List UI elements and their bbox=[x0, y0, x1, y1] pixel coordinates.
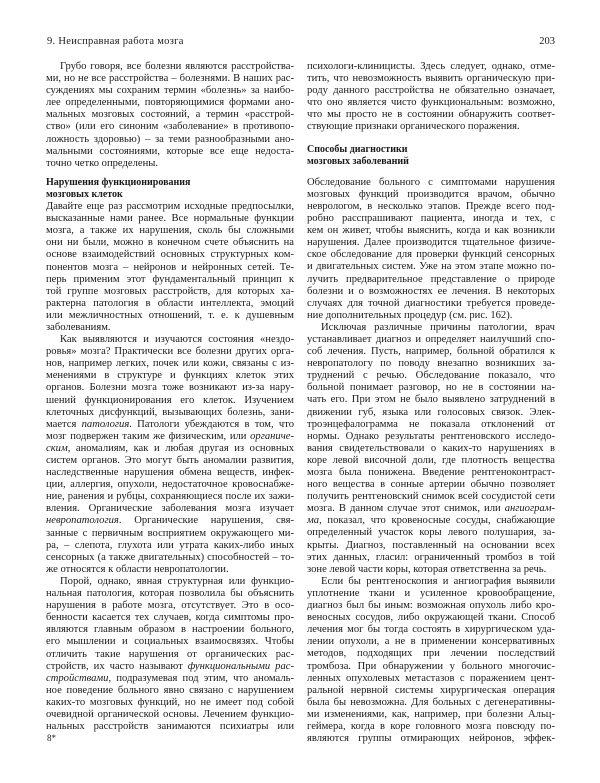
text-line: ми изменениями, как, например, при болезни Альц- bbox=[307, 708, 555, 720]
text-line: наследственные нарушения обмена веществ, инфек- bbox=[46, 467, 294, 479]
paragraph bbox=[46, 576, 294, 733]
text-line: вания свидетельствовали о каких-то нарушениях в bbox=[307, 442, 555, 454]
text-line: ровья» мозга? Практически все болезни других орга- bbox=[46, 346, 294, 358]
text-line: Исключая различные причины патологии, врач bbox=[321, 321, 555, 333]
text-line: очевидной органической основы. Лечением функцио- bbox=[46, 708, 294, 720]
text-line: движении губ, языка или голосовых связок. Элек- bbox=[307, 406, 555, 418]
text-line: уплотнение ткани и усиленное кровообращение, bbox=[307, 587, 555, 599]
paragraph bbox=[307, 61, 555, 134]
text-line: ции, аллергия, опухоли, недостаточное кровоснабже- bbox=[46, 479, 294, 491]
text-line: мальными состояниями, которые все еще недоста- bbox=[46, 145, 294, 157]
text-line: психологи-клиницисты. Здесь следует, однако, отме- bbox=[307, 61, 555, 72]
text-line: лучить предварительное представление о природе bbox=[307, 273, 555, 285]
text-line: больной понимает разговор, но не в состоянии на- bbox=[307, 382, 555, 394]
text-line: тить, что невозможность выявить органическую при- bbox=[307, 73, 555, 85]
text-line: невропатология. Органические нарушения, свя- bbox=[46, 515, 294, 527]
text-line: бенности касается тех случаев, когда симптомы про- bbox=[46, 612, 294, 624]
text-line: ние, ранения и рубцы, сохраняющиеся после их зажи- bbox=[46, 491, 294, 503]
text-line: что оно является чисто функциональным: возможно, bbox=[307, 97, 555, 109]
text-line: чать его. При этом не было выявлено затруднений в bbox=[307, 394, 555, 406]
italic-term: ма bbox=[307, 515, 320, 527]
section-heading bbox=[46, 177, 294, 202]
text-line: тромбоза. При обнаружении у больного многочис- bbox=[307, 660, 555, 672]
text-line: случаях для точной диагностики требуется проведе- bbox=[307, 297, 555, 309]
paragraph bbox=[307, 177, 555, 322]
text-line: Как выявляются и изучаются состояния «нездо- bbox=[60, 334, 294, 346]
text-line: отличить такие нарушения от органических рас- bbox=[46, 648, 294, 660]
paragraph bbox=[46, 61, 294, 170]
text-line: ми, но не все расстройства – болезнями. В наших рас- bbox=[46, 73, 294, 85]
text-line: являются главным образом в настроении больного, bbox=[46, 624, 294, 636]
italic-term: функциональными рас- bbox=[187, 660, 294, 672]
text-line: Порой, однако, явная структурная или функцио- bbox=[60, 575, 294, 587]
text-line: лее определенными, повторяющимися формами ано- bbox=[46, 97, 294, 109]
text-line: же относятся к области невропатологии. bbox=[46, 563, 229, 575]
text-line: ма, показал, что кровеносные сосуды, снабжающие bbox=[307, 515, 555, 527]
text-line: ствующие признаки органического поражения. bbox=[307, 121, 520, 133]
text-line: ральной нервной системы хирургическая операция bbox=[307, 684, 555, 696]
text-line: перь применим этот фундаментальный принцип к bbox=[46, 273, 294, 285]
text-line: каких-то мозговых функций, но не имеет под собой bbox=[46, 696, 294, 708]
text-line: зоне левой части коры, которая ответственна за речь. bbox=[307, 563, 547, 575]
text-line: Если бы рентгеноскопия и ангиография выявили bbox=[321, 575, 555, 587]
text-line: лении опухоли, а не в применении консервативных bbox=[307, 636, 555, 648]
page-number: 203 bbox=[539, 36, 555, 47]
text-line: его мышлении и социальных взаимосвязях. Чтобы bbox=[46, 636, 294, 648]
italic-term: невропатология bbox=[46, 515, 119, 527]
text-line: была бы невозможна. Для больных с дегенеративны- bbox=[307, 696, 555, 708]
text-line: мозговых клеток bbox=[46, 189, 123, 201]
text-line: ское обследование для проверки функций сенсорных bbox=[307, 249, 555, 261]
text-line: мозга. В данном случае этот снимок, или ангиограм- bbox=[307, 503, 555, 515]
text-line: шений функционирования его клеток. Изучением bbox=[46, 394, 294, 406]
text-line: менениями в структуре и функциях клеток этих bbox=[46, 370, 294, 382]
text-line: диагноз был бы иным: возможная опухоль либо кро- bbox=[307, 600, 555, 612]
text-line: мальных мозговых состояний, а термин «расстрой- bbox=[46, 109, 294, 121]
text-line: клеточных дисфункций, вызывающих болезнь, зани- bbox=[46, 406, 294, 418]
text-line: невропатологу по поводу внезапно возникших за- bbox=[307, 358, 555, 370]
text-line: мозга была понижена. Введение рентгеноконтраст- bbox=[307, 467, 555, 478]
text-line: занные с первичным восприятием окружающего ми- bbox=[46, 527, 294, 539]
text-line: мается патология. Патологи убеждаются в том, что bbox=[46, 418, 294, 430]
text-line: соб лечения. Пусть, например, больной обратился к bbox=[307, 346, 555, 358]
text-line: суждениях мы сохраним термин «болезнь» за наибо- bbox=[46, 85, 294, 97]
text-line: вления. Органические заболевания мозга изучает bbox=[46, 503, 294, 515]
text-line: основе взаимодействий основных структурных ком- bbox=[46, 249, 294, 261]
text-line: лечения мог бы тогда состоять в хирургическом уда- bbox=[307, 624, 555, 636]
text-line: стройствами, подразумевая под этим, что аномаль- bbox=[46, 672, 294, 684]
text-line: ложность здоровью) – за теми разнообразными ано- bbox=[46, 133, 294, 145]
italic-term: ангиограм- bbox=[504, 503, 555, 515]
text-line: роду данного расстройства не обязательно означает, bbox=[307, 85, 555, 97]
text-line: нарушения. Далее производится тщательное физиче- bbox=[307, 237, 555, 249]
text-line: систем органов. Это могут быть аномалии развития, bbox=[46, 455, 294, 466]
text-line: и двигательных систем. Уже на этом этапе можно по- bbox=[307, 261, 555, 273]
text-line: органов. Болезни мозга тоже возникают из-за нару- bbox=[46, 382, 294, 394]
italic-term: патология bbox=[81, 418, 130, 430]
italic-term: стройствами bbox=[46, 672, 109, 684]
text-line: рактерна патология в области интеллекта, эмоций bbox=[46, 297, 294, 309]
left-text-column bbox=[46, 61, 294, 733]
text-line: ное поведение больного явно связано с нарушением bbox=[46, 684, 294, 696]
text-line: стройств, их часто называют функциональными рас- bbox=[46, 660, 294, 672]
text-line: крыты. Диагноз, поставленный на основании всех bbox=[307, 539, 555, 551]
text-line: ленных опухолевых метастазов с поражением цент- bbox=[307, 672, 555, 684]
text-line: Грубо говоря, все болезни являются расстройства- bbox=[60, 61, 294, 72]
text-line: они ни были, можно в конечном счете объяснить на bbox=[46, 237, 294, 249]
text-line: нормы. Однако результаты рентгеновского исследо- bbox=[307, 430, 555, 442]
paragraph bbox=[46, 201, 294, 334]
text-line: этих данных, гласил: ограниченный тромбоз в той bbox=[307, 551, 555, 563]
text-line: Нарушения функционирования bbox=[46, 176, 191, 188]
text-line: геймера, когда в коре головного мозга повсюду по- bbox=[307, 720, 555, 732]
text-line: устанавливает диагноз и определяет наилучший спо- bbox=[307, 333, 555, 345]
text-line: нарушения в работе мозга, отсутствует. Это в осо- bbox=[46, 600, 294, 612]
text-line: являются группы отмирающих нейронов, эффек- bbox=[307, 733, 555, 745]
text-line: или межличностных отношений, т. е. к душевным bbox=[46, 309, 294, 321]
text-line: той группе мозговых расстройств, для которых ха- bbox=[46, 285, 294, 297]
text-line: неврологом, в несколько этапов. Прежде всего под- bbox=[307, 200, 555, 212]
text-line: сенсорных (а также двигательных) способностей – то- bbox=[46, 551, 294, 563]
text-line: что мы просто не в состоянии обнаружить соответ- bbox=[307, 109, 555, 121]
paragraph bbox=[307, 322, 555, 576]
text-line: методов, подходящих при лечении последствий bbox=[307, 648, 555, 660]
text-line: Обследование больного с симптомами нарушения bbox=[307, 176, 555, 188]
text-line: мозга, а также их нарушения, сколь бы сложными bbox=[46, 225, 294, 237]
text-line: Давайте еще раз рассмотрим исходные предпосылки, bbox=[46, 201, 294, 213]
text-line: веносных сосудов, либо окружающей ткани. Способ bbox=[307, 612, 555, 624]
text-line: мозговых функций производится врачом, обычно bbox=[307, 188, 555, 200]
text-line: нальная патология, которая позволила бы объяснить bbox=[46, 588, 294, 600]
text-line: высказанные нами ранее. Все нормальные функции bbox=[46, 213, 294, 225]
right-text-column bbox=[307, 61, 555, 745]
text-line: ра, – слепота, глухота или утрата каких-либо иных bbox=[46, 539, 294, 551]
paragraph bbox=[307, 576, 555, 745]
text-line: мозг подвержен таким же физическим, или органиче- bbox=[46, 430, 294, 442]
text-line: ного вещества в сонные артерии обычно позволяет bbox=[307, 479, 555, 491]
printer-signature-mark: 8* bbox=[47, 733, 56, 743]
text-line: получить рентгеновский снимок всей сосудистой сети bbox=[307, 491, 555, 503]
text-line: труднений с речью. Обследование показало, что bbox=[307, 370, 555, 382]
text-line: ство» (или его синоним «заболевание» в противопо- bbox=[46, 121, 294, 133]
text-line: робно расспрашивают пациента, иногда и тех, с bbox=[307, 213, 555, 225]
text-line: ским, аномалиям, как и любая другая из основных bbox=[46, 442, 294, 454]
text-line: мозговых заболеваний bbox=[307, 156, 409, 168]
text-line: нальных расстройств занимаются психиатры или bbox=[46, 721, 294, 733]
text-line: коре левой височной доли, где плотность вещества bbox=[307, 454, 555, 466]
text-line: заболеваниям. bbox=[46, 321, 111, 333]
text-line: болезни и о возможностях ее лечения. В некоторых bbox=[307, 285, 555, 297]
paragraph bbox=[46, 334, 294, 576]
text-line: ние дополнительных процедур (см. рис. 162). bbox=[307, 309, 513, 321]
text-line: нов, например легких, почек или кожи, связаны с из- bbox=[46, 358, 294, 370]
running-header-chapter: 9. Неисправная работа мозга bbox=[47, 36, 184, 47]
text-line: точно четко определены. bbox=[46, 157, 159, 169]
text-line: троэнцефалограмма не показала отклонений от bbox=[307, 418, 555, 430]
text-line: Способы диагностики bbox=[307, 143, 408, 155]
text-line: определенный участок коры левого полушария, за- bbox=[307, 527, 555, 539]
italic-term: органиче- bbox=[250, 430, 294, 442]
text-line: кем он живет, чтобы выяснить, когда и как возникли bbox=[307, 225, 555, 237]
italic-term: ским bbox=[46, 442, 68, 454]
section-heading bbox=[307, 144, 555, 169]
text-line: понентов мозга – нейронов и нейронных сетей. Те- bbox=[46, 261, 294, 273]
